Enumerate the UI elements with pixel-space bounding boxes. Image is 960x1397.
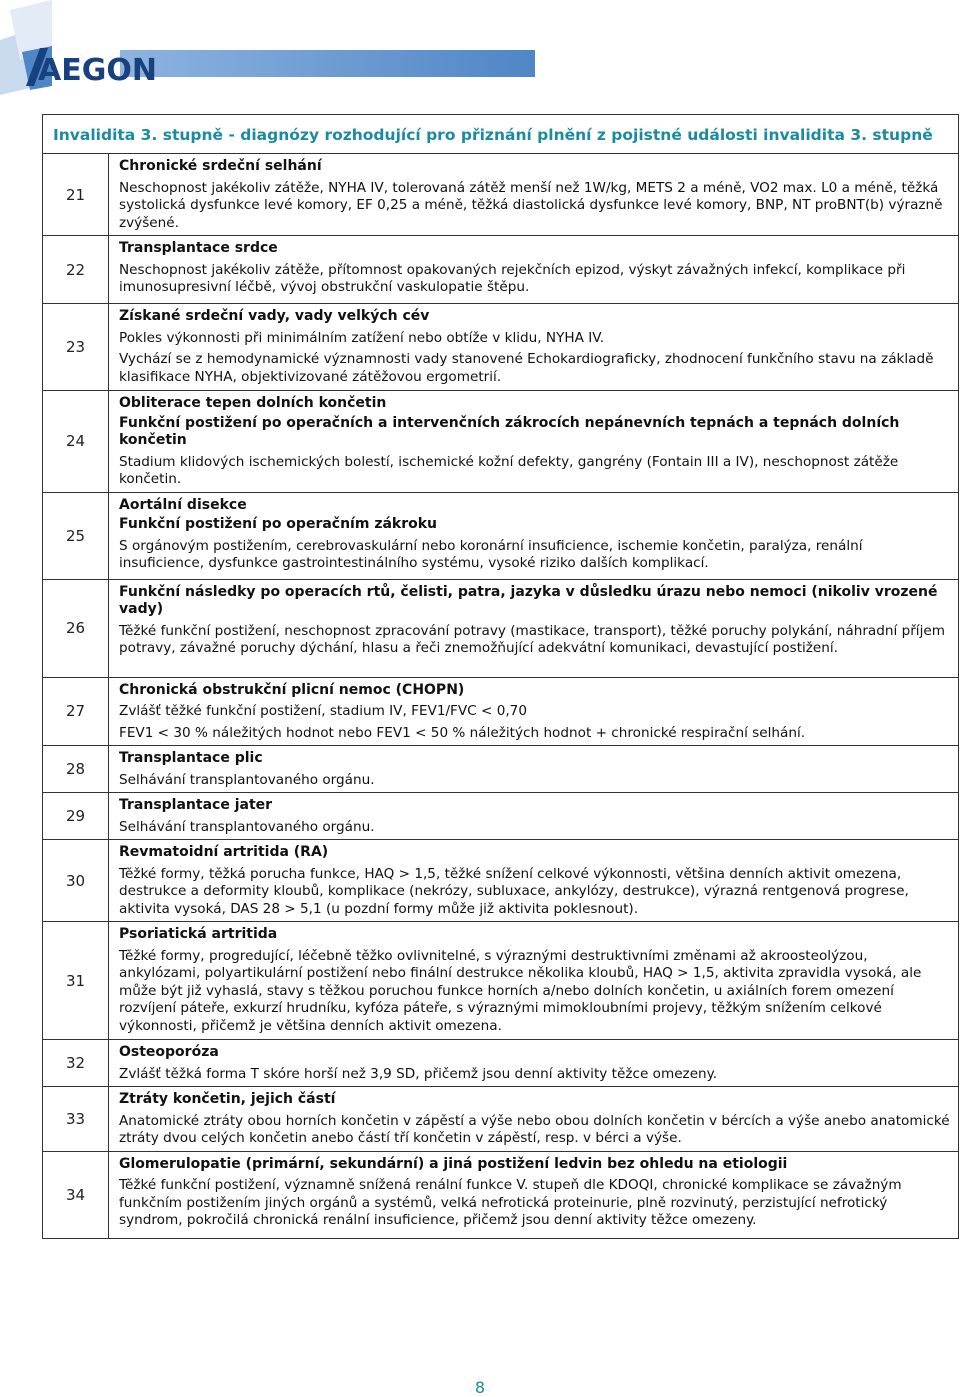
table-row [43,840,959,922]
diagnosis-title: Transplantace jater [119,797,273,813]
page-number: 8 [474,1378,486,1397]
row-number: 25 [43,492,109,579]
row-content [109,1151,959,1238]
row-number: 31 [43,922,109,1040]
row-number: 30 [43,840,109,922]
row-number: 34 [43,1151,109,1238]
diagnosis-title: Aortální disekce [119,496,247,513]
table-row [43,492,959,579]
diagnosis-title: Glomerulopatie (primární, sekundární) a jiná postižení ledvin bez ohledu na etiologii [119,1155,788,1172]
diagnosis-criteria: Těžké formy, progredující, léčebně těžko ovlivnitelné, s výraznými destruktivními změnami až akroosteolýzou, ankylózami, polyartikulární postižení nebo finální destrukce několika kloubů, HAQ > 1,5, aktivita zpravidla vysoká, ale může být již vyhaslá, stavy s těžkou poruchou funkce horních a/nebo dolních končetin, u axiálních forem omezení rozvíjení páteře, exkurzí hrudníku, kyfóza páteře, s výraznými mimokloubními projevy, těžkým snížením celkové výkonnosti, přičemž je většina denních aktivit omezena. [119,947,922,1034]
diagnosis-criteria: Těžké funkční postižení, neschopnost zpracování potravy (mastikace, transport), těžké poruchy polykání, náhradní příjem potravy, závažné poruchy dýchání, hlasu a řeči znemožňující adekvátní komunikaci, devastující postižení. [119,622,945,656]
table-row [43,304,959,391]
row-number: 24 [43,391,109,493]
row-number: 26 [43,579,109,677]
diagnosis-title: Transplantace plic [119,750,263,766]
row-content [109,579,959,677]
table-row [43,746,959,793]
row-content [109,492,959,579]
logo-area [0,0,540,100]
diagnosis-title: Chronická obstrukční plicní nemoc (CHOPN) [119,681,465,698]
row-number: 22 [43,236,109,304]
table-row [43,154,959,236]
table-row [43,677,959,746]
table-row [43,236,959,304]
diagnosis-title: Osteoporóza [119,1044,219,1060]
diagnosis-criteria: Selhávání transplantovaného orgánu. [119,771,375,788]
diagnosis-title: Obliterace tepen dolních končetin [119,395,387,411]
row-content [109,304,959,391]
aegon-logo [24,46,157,90]
diagnosis-criteria: Selhávání transplantovaného orgánu. [119,818,375,835]
row-content [109,793,959,840]
diagnosis-title: Chronické srdeční selhání [119,158,322,174]
row-content [109,1087,959,1152]
diagnosis-criteria: Těžké funkční postižení, významně snížená renální funkce V. stupeň dle KDOQI, chronické komplikace se závažným funkčním postižením jiných orgánů a systémů, velká nefrotická proteinurie, plně rozvinutý, perzistující nefrotický syndrom, pokročilá chronická renální insuficience, přičemž jsou denní aktivity těžce omezeny. [119,1177,902,1228]
diagnosis-title: Transplantace srdce [119,240,278,256]
logo-bar [120,50,535,77]
row-number: 23 [43,304,109,391]
table-row [43,1087,959,1152]
row-content [109,1040,959,1087]
diagnosis-criteria: Neschopnost jakékoliv zátěže, přítomnost opakovaných rejekčních epizod, výskyt závažných infekcí, komplikace při imunosupresivní léčbě, vývoj obstrukční vaskulopatie štěpu. [119,261,906,295]
row-content [109,746,959,793]
row-number: 27 [43,677,109,746]
diagnosis-criteria: Stadium klidových ischemických bolestí, ischemické kožní defekty, gangrény (Fontain III a IV), neschopnost zátěže končetin. [119,453,899,487]
diagnosis-subtitle: Funkční postižení po operačních a intervenčních zákrocích nepánevních tepnách a tepnách dolních končetin [119,414,900,448]
diagnosis-subtitle: Funkční postižení po operačním zákroku [119,516,438,532]
diagnosis-criteria: Zvlášť těžké funkční postižení, stadium IV, FEV1/FVC < 0,70 [119,703,527,719]
diagnosis-title: Revmatoidní artritida (RA) [119,844,329,860]
logo-text: AEGON [38,53,157,88]
table-row [43,1040,959,1087]
diagnosis-criteria: Vychází se z hemodynamické významnosti vady stanovené Echokardiograficky, zhodnocení funkčního stavu na základě klasifikace NYHA, objektivizované zátěžovou ergometrií. [119,351,934,385]
diagnosis-criteria: Zvlášť těžká forma T skóre horší než 3,9 SD, přičemž jsou denní aktivity těžce omezeny. [119,1065,718,1082]
row-content [109,840,959,922]
row-number: 29 [43,793,109,840]
row-content [109,154,959,236]
diagnosis-criteria: S orgánovým postižením, cerebrovaskulární nebo koronární insuficience, ischemie končetin, paralýza, renální insuficience, dysfunkce gastrointestinálního systému, vysoké riziko dalších komplikací. [119,537,863,571]
table-row [43,1151,959,1238]
diagnosis-title: Funkční následky po operacích rtů, čelisti, patra, jazyka v důsledku úrazu nebo nemoci (nikoliv vrozené vady) [119,583,938,617]
table-header: Invalidita 3. stupně - diagnózy rozhodující pro přiznání plnění z pojistné události invalidita 3. stupně [43,115,959,154]
diagnosis-title: Ztráty končetin, jejich částí [119,1091,336,1107]
row-content [109,922,959,1040]
row-content [109,677,959,746]
row-number: 21 [43,154,109,236]
diagnosis-criteria: Anatomické ztráty obou horních končetin v zápěstí a výše nebo obou dolních končetin v bércích a výše anebo anatomické ztráty dvou celých končetin anebo částí tří končetin v zápěstí, resp. v bérci a výše. [119,1112,950,1146]
table-row [43,391,959,493]
diagnosis-title: Psoriatická artritida [119,926,278,942]
row-number: 33 [43,1087,109,1152]
row-number: 28 [43,746,109,793]
row-content [109,236,959,304]
row-content [109,391,959,493]
table-header-row [43,115,959,154]
diagnosis-criteria: FEV1 < 30 % náležitých hodnot nebo FEV1 < 50 % náležitých hodnot + chronické respirační selhání. [119,724,806,741]
table-row [43,579,959,677]
diagnosis-criteria: Pokles výkonnosti při minimálním zatížení nebo obtíže v klidu, NYHA IV. [119,329,605,346]
table-row [43,922,959,1040]
table-row [43,793,959,840]
diagnosis-criteria: Neschopnost jakékoliv zátěže, NYHA IV, tolerovaná zátěž menší než 1W/kg, METS 2 a méně, VO2 max. L0 a méně, těžká systolická dysfunkce levé komory, EF 0,25 a méně, těžká diastolická dysfunkce levé komory, BNP, NT proBNT(b) výrazně zvýšené. [119,179,943,231]
diagnosis-title: Získané srdeční vady, vady velkých cév [119,308,430,324]
diagnosis-table [42,114,959,1239]
diagnosis-criteria: Těžké formy, těžká porucha funkce, HAQ > 1,5, těžké snížení celkové výkonnosti, většina denních aktivit omezena, destrukce a deformity kloubů, komplikace (nekrózy, subluxace, ankylózy, destrukce), výrazná rentgenová progrese, aktivita vysoká, DAS 28 > 5,1 (u pozdní formy může již aktivita poklesnout). [119,865,909,917]
row-number: 32 [43,1040,109,1087]
